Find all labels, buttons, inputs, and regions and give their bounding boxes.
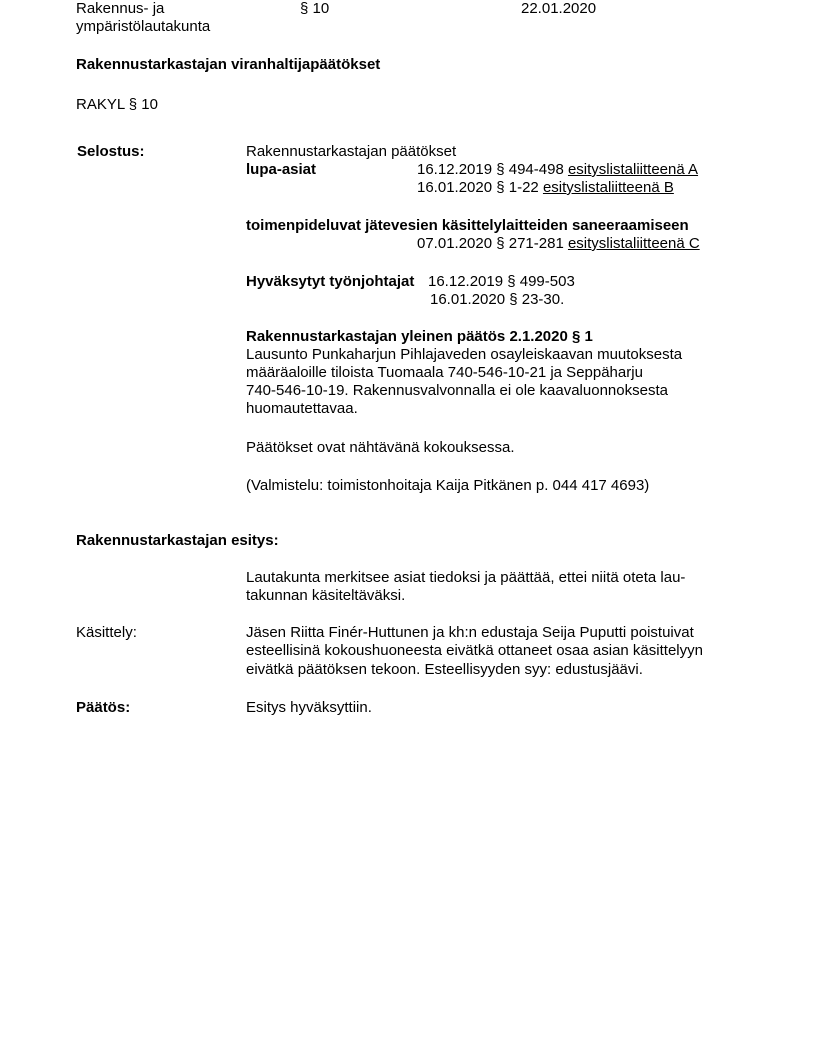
lupa-asiat-label: lupa-asiat [246,161,317,178]
committee-name-line2: ympäristölautakunta [76,18,211,35]
attachment-b-link[interactable]: esityslistaliitteenä B [542,179,674,196]
attachment-c-link[interactable]: esityslistaliitteenä C [567,235,700,252]
yleinen-paatos-line-1: Lausunto Punkaharjun Pihlajaveden osayleiskaavan muutoksesta [246,346,683,363]
tyonjohtajat-row-1: 16.12.2019 § 499-503 [428,273,575,290]
selostus-label: Selostus: [77,143,145,160]
esitys-line-2: takunnan käsiteltäväksi. [246,587,406,604]
paatos-label: Päätös: [76,699,131,716]
attachment-a-link[interactable]: esityslistaliitteenä A [567,161,699,178]
committee-name-line1: Rakennus- ja [76,0,165,17]
kasittely-label: Käsittely: [76,624,137,641]
kasittely-line-2: esteellisinä kokoushuoneesta eivätkä ottaneet osaa asian käsittelyyn [246,642,703,659]
lupa-row-2-text: 16.01.2020 § 1-22 [417,179,543,196]
toimenpide-row [417,235,700,253]
toimenpide-row-text: 07.01.2020 § 271-281 [417,235,568,252]
yleinen-paatos-heading: Rakennustarkastajan yleinen päätös 2.1.2020 § 1 [246,328,593,345]
lupa-row-1-text: 16.12.2019 § 494-498 [417,161,568,178]
document-title: Rakennustarkastajan viranhaltijapäätökset [76,56,381,73]
esitys-line-1: Lautakunta merkitsee asiat tiedoksi ja päättää, ettei niitä oteta lau- [246,569,686,586]
reference-number: RAKYL § 10 [76,96,158,113]
paatos-text: Esitys hyväksyttiin. [246,699,372,716]
tyonjohtajat-label: Hyväksytyt työnjohtajat [246,273,415,290]
selostus-intro: Rakennustarkastajan päätökset [246,143,457,160]
kasittely-line-1: Jäsen Riitta Finér-Huttunen ja kh:n edustaja Seija Puputti poistuivat [246,624,694,641]
section-number: § 10 [300,0,330,17]
lupa-row-2 [417,179,674,197]
meeting-date: 22.01.2020 [521,0,597,17]
kasittely-line-3: eivätkä päätöksen tekoon. Esteellisyyden syy: edustusjäävi. [246,661,643,678]
lupa-row-1 [417,161,698,179]
yleinen-paatos-line-3: 740-546-10-19. Rakennusvalvonnalla ei ole kaavaluonnoksesta [246,382,668,399]
esitys-label: Rakennustarkastajan esitys: [76,532,279,549]
toimenpideluvat-heading: toimenpideluvat jätevesien käsittelylaitteiden saneeraamiseen [246,217,689,234]
yleinen-paatos-line-4: huomautettavaa. [246,400,358,417]
nahtavana-text: Päätökset ovat nähtävänä kokouksessa. [246,439,515,456]
valmistelu-text: (Valmistelu: toimistonhoitaja Kaija Pitkänen p. 044 417 4693) [246,477,650,494]
tyonjohtajat-row-2: 16.01.2020 § 23-30. [430,291,565,308]
yleinen-paatos-line-2: määräaloille tiloista Tuomaala 740-546-10-21 ja Seppäharju [246,364,643,381]
